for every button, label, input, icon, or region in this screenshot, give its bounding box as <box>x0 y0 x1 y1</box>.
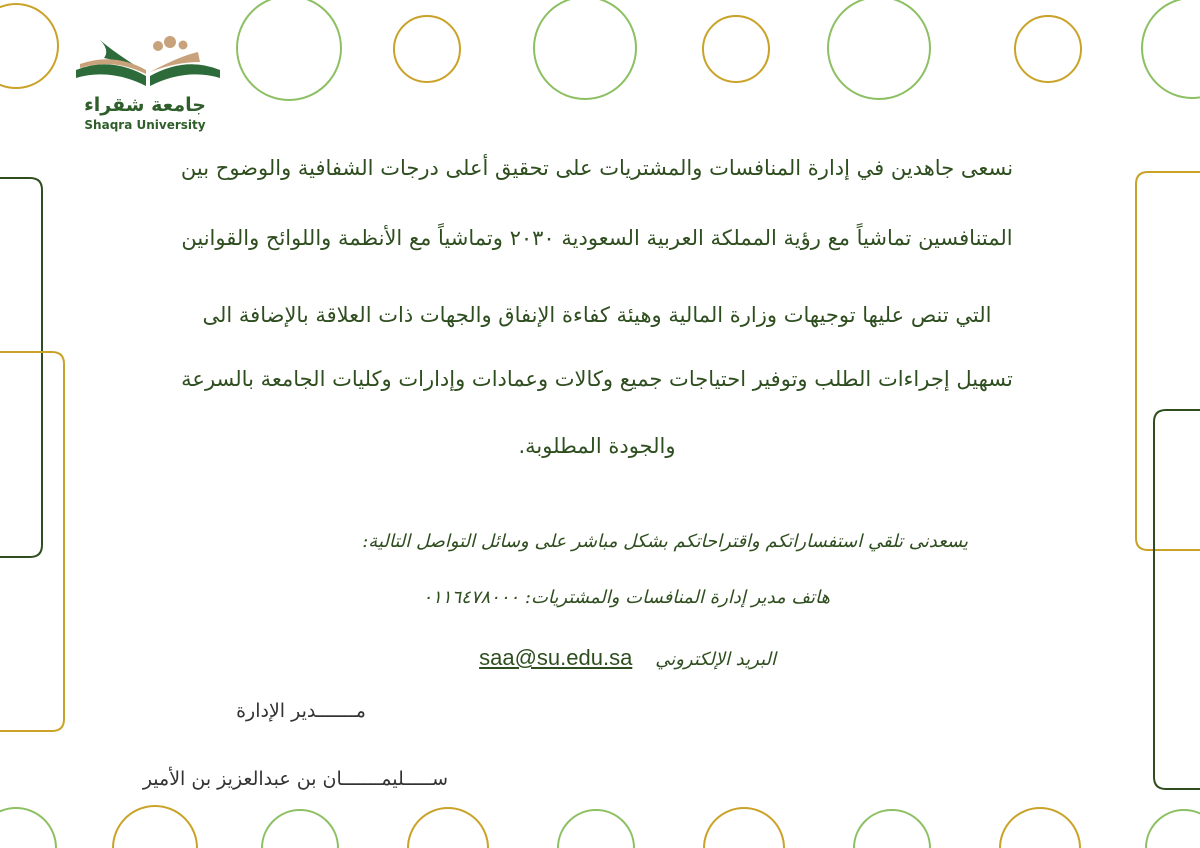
decor-circle <box>408 808 488 848</box>
decor-circle <box>113 806 197 848</box>
decor-side-panel <box>1154 410 1200 789</box>
decor-side-panel <box>0 178 42 557</box>
decor-circle <box>854 810 930 848</box>
decor-circle <box>394 16 460 82</box>
body-line-4: تسهيل إجراءات الطلب وتوفير احتياجات جميع وكالات وعمادات وإدارات وكليات الجامعة بالسرعة <box>181 367 1013 391</box>
decor-side-panel <box>0 352 64 731</box>
contact-phone: هاتف مدير إدارة المنافسات والمشتريات: ٠١١٦٤٧٨٠٠٠ <box>422 587 830 608</box>
body-line-5: والجودة المطلوبة. <box>518 434 676 458</box>
decor-circle <box>1142 0 1200 98</box>
contact-email-line <box>479 645 776 671</box>
contact-intro: يسعدنى تلقي استفساراتكم واقتراحاتكم بشكل مباشر على وسائل التواصل التالية: <box>362 531 968 552</box>
decor-circle <box>262 810 338 848</box>
body-line-3: التي تنص عليها توجيهات وزارة المالية وهيئة كفاءة الإنفاق والجهات ذات العلاقة بالإضافة الى <box>202 303 992 327</box>
open-book-icon <box>70 32 230 94</box>
email-link[interactable]: saa@su.edu.sa <box>479 645 633 670</box>
decor-circle <box>703 16 769 82</box>
university-logo <box>70 32 230 136</box>
decor-circle <box>0 4 58 88</box>
decor-circle <box>558 810 634 848</box>
email-label: البريد الإلكتروني <box>655 649 776 670</box>
decor-circle <box>828 0 930 99</box>
decor-circle <box>534 0 636 99</box>
decor-side-panel <box>1136 172 1200 550</box>
logo-english-text: Shaqra University <box>84 118 206 132</box>
decor-circle <box>237 0 341 100</box>
decor-circle <box>1146 810 1200 848</box>
decor-circle <box>0 808 56 848</box>
body-line-1: نسعى جاهدين في إدارة المنافسات والمشتريات على تحقيق أعلى درجات الشفافية والوضوح بين <box>180 156 1014 180</box>
body-line-2: المتنافسين تماشياً مع رؤية المملكة العربية السعودية ٢٠٣٠ وتماشياً مع الأنظمة واللوائح والقوانين <box>181 226 1013 250</box>
signature-name: ســـــليمـــــــان بن عبدالعزيز بن الأمير <box>142 768 448 790</box>
signature-title: مـــــــدير الإدارة <box>236 700 366 722</box>
decor-circle <box>1015 16 1081 82</box>
decor-circle <box>704 808 784 848</box>
logo-arabic-text: جامعة شقراء <box>84 94 206 116</box>
decor-circle <box>1000 808 1080 848</box>
